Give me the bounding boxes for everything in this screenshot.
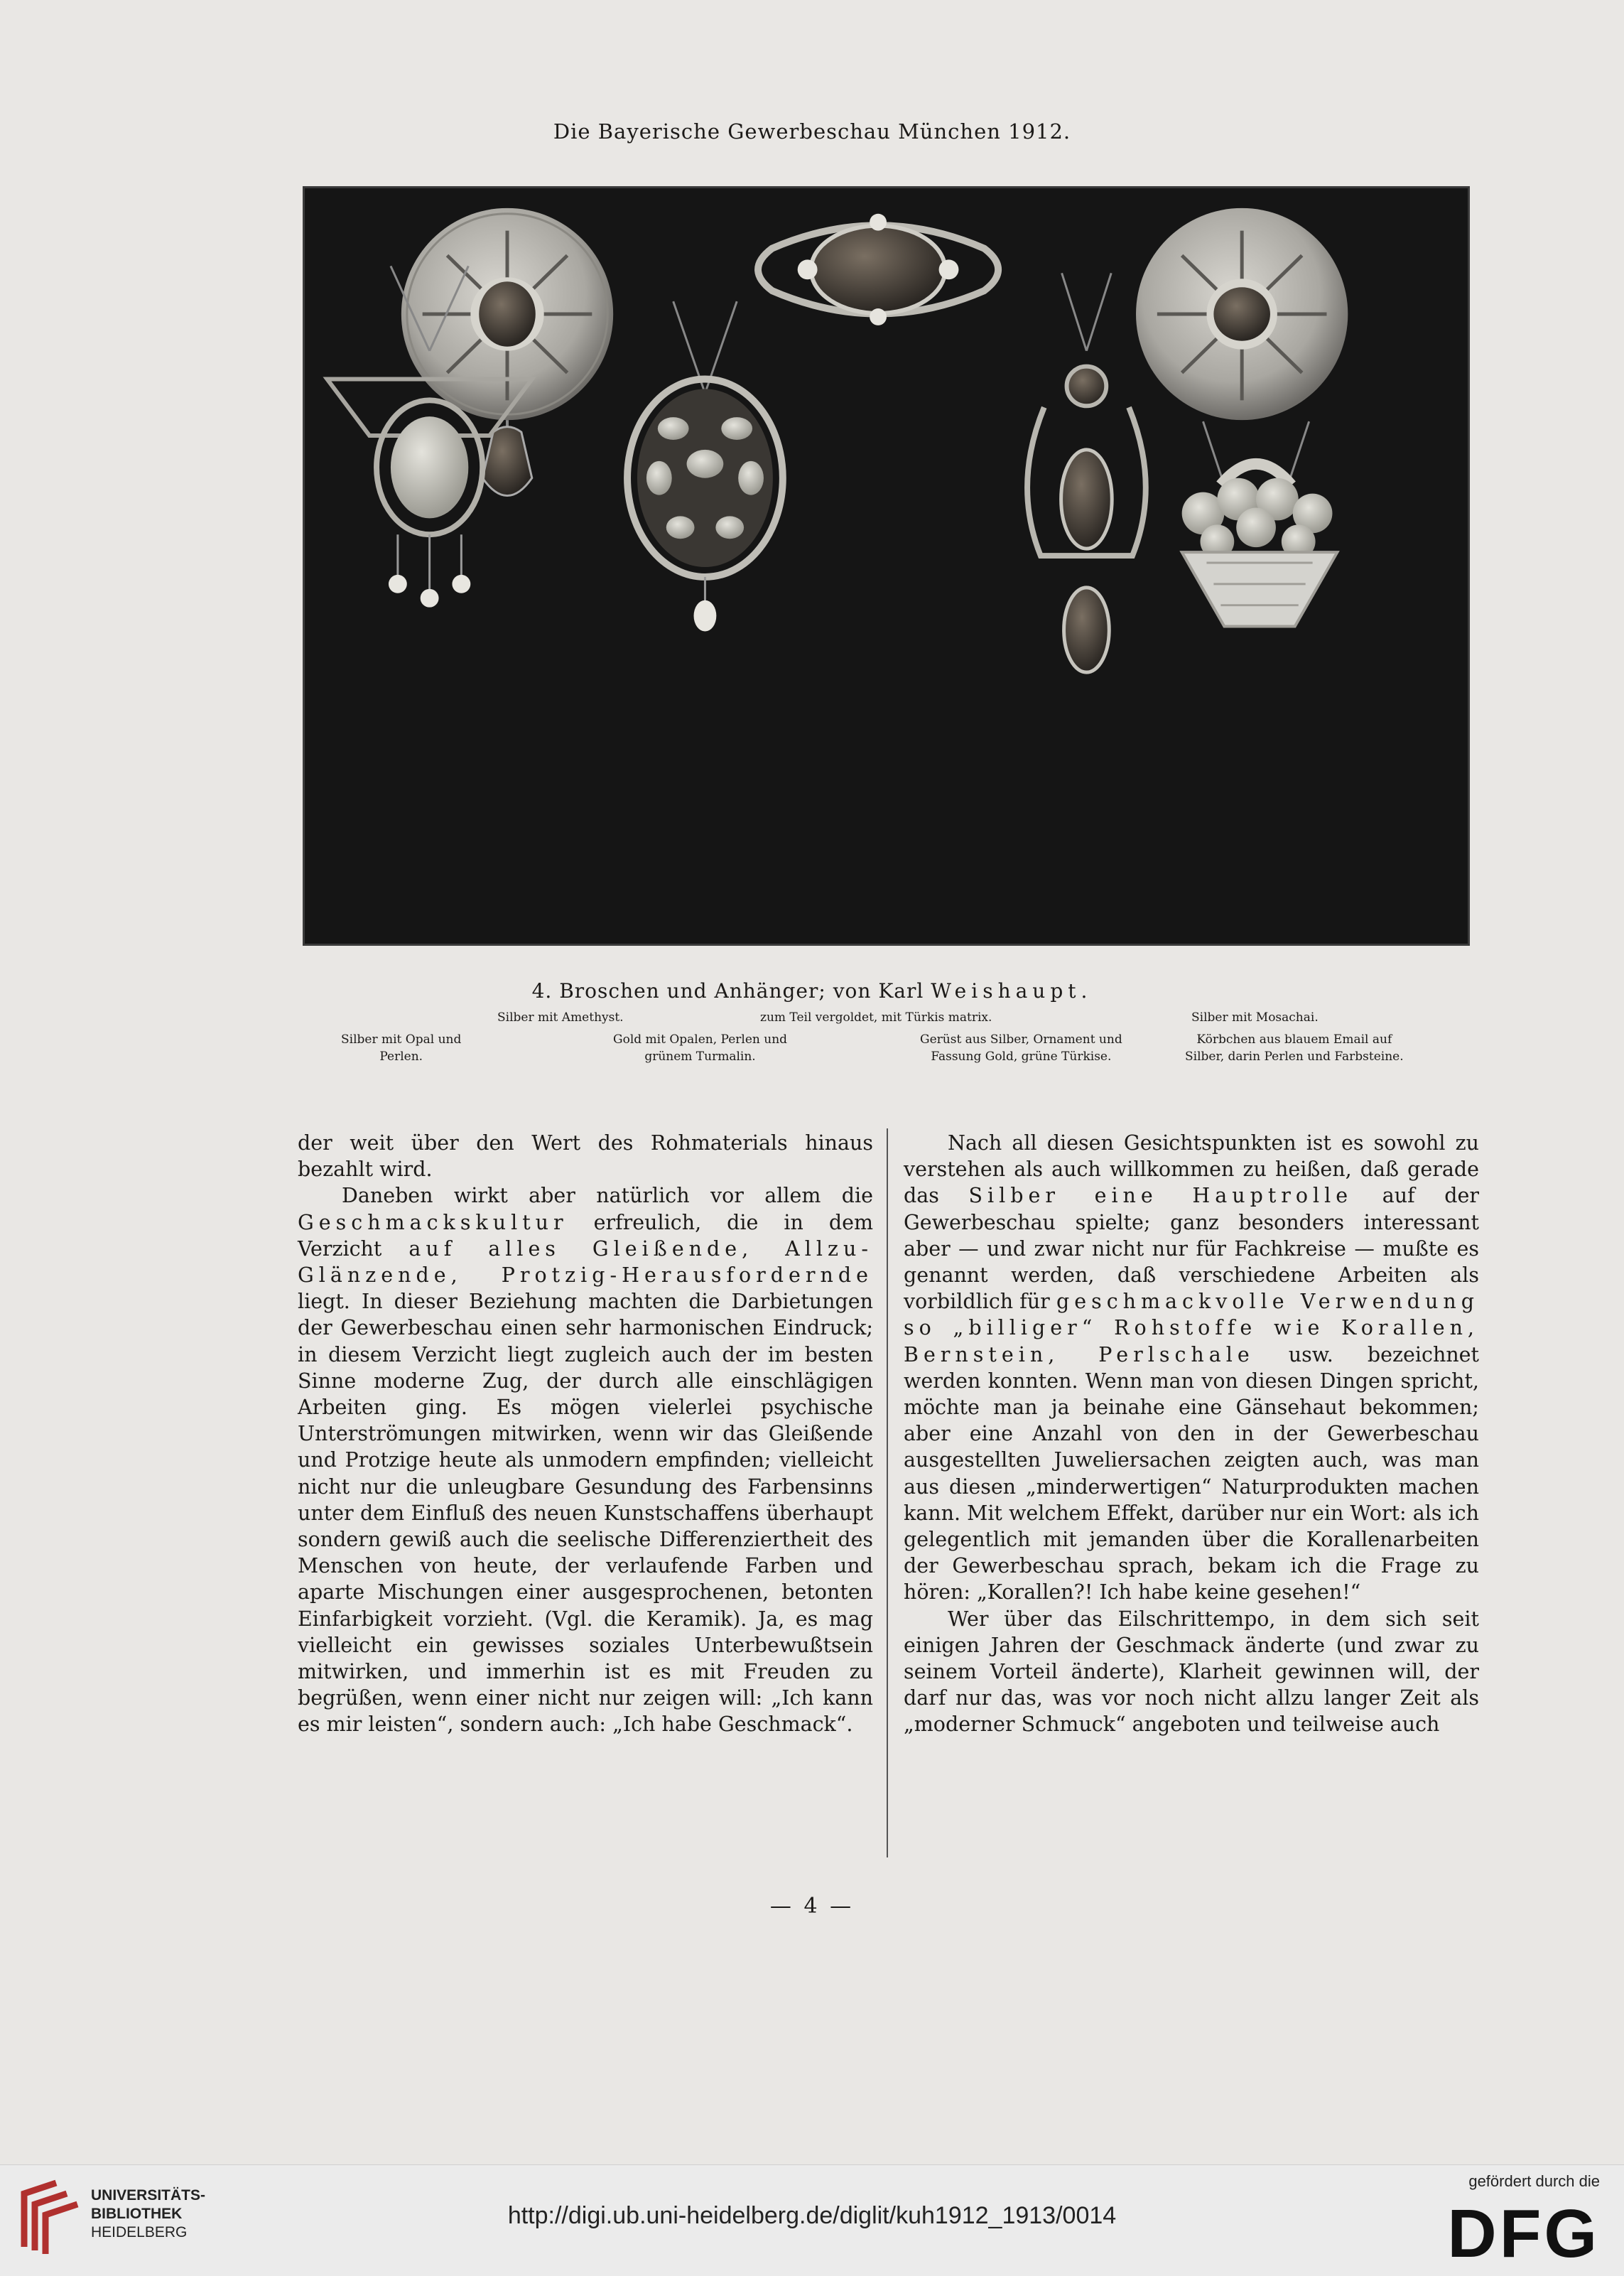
caption-turquoise-matrix: zum Teil vergoldet, mit Türkis matrix. bbox=[760, 1010, 992, 1025]
library-name-line: UNIVERSITÄTS- bbox=[91, 2187, 206, 2204]
caption-line: Gerüst aus Silber, Ornament und bbox=[920, 1032, 1122, 1047]
pendant-opals-tourmaline bbox=[627, 301, 783, 631]
caption-line: Fassung Gold, grüne Türkise. bbox=[931, 1050, 1112, 1064]
text-run: Daneben wirkt aber natürlich vor allem die bbox=[342, 1184, 873, 1208]
basket-pendant-enamel bbox=[1182, 421, 1338, 626]
caption-basket-pendant bbox=[1185, 1031, 1404, 1065]
caption-line: Silber mit Opal und bbox=[341, 1032, 462, 1047]
caption-tall-pendant bbox=[920, 1031, 1122, 1065]
caption-oval-pendant bbox=[613, 1031, 787, 1065]
text-column-right bbox=[904, 1130, 1479, 1869]
text-run: Nach all diesen Gesichtspunkten ist es sowohl zu verstehen als auch willkommen zu heißen, daß gerade das bbox=[904, 1131, 1479, 1208]
pendant-turquoise-gold bbox=[1027, 273, 1146, 672]
caption-line: Körbchen aus blauem Email auf bbox=[1196, 1032, 1392, 1047]
text-run: auf der Gewerbeschau spielte; ganz besonders interessant aber — und zwar nicht nur für Fachkreise — mußte es genannt werden, daß verschiedene Arbeiten als vorbildlich für bbox=[904, 1184, 1479, 1314]
emphasis-spaced: Silber eine Hauptrolle bbox=[968, 1184, 1353, 1208]
column-divider bbox=[887, 1128, 888, 1857]
oval-brooch-turquoise-matrix bbox=[758, 214, 998, 325]
caption-line: Gold mit Opalen, Perlen und bbox=[613, 1032, 788, 1047]
figure-title-prefix: 4. Broschen und Anhänger; von Karl bbox=[531, 979, 924, 1003]
text-run: erfreulich, die in dem Verzicht bbox=[298, 1210, 873, 1261]
running-header: Die Bayerische Gewerbeschau München 1912. bbox=[553, 119, 1071, 144]
text-run: usw. bezeichnet werden konnten. Wenn man von diesen Dingen spricht, möchte man ja beinahe eine Gänsehaut bekommen; aber eine Anzahl von den in der Gewerbeschau ausgestellten Juweliersachen zeigten auch, was man aus diesen „minderwertigen“ Naturprodukten machen kann. Mit welchem Effekt, darüber nur ein Wort: als ich gelegentlich mit jemanden über die Korallenarbeiten der Gewerbeschau sprach, bekam ich die Frage zu hören: „Korallen?! Ich habe keine gesehen!“ bbox=[904, 1342, 1479, 1604]
dfg-logo: DFG bbox=[1447, 2196, 1600, 2272]
library-name-line: HEIDELBERG bbox=[91, 2224, 188, 2240]
page-number: — 4 — bbox=[769, 1894, 855, 1919]
emphasis-spaced: auf alles Gleißende, Allzu-Glänzende, Protzig-Herausfordernde bbox=[298, 1236, 873, 1288]
figure-title-name: Weishaupt. bbox=[931, 979, 1093, 1003]
jewelry-photograph bbox=[303, 186, 1470, 946]
caption-line: Perlen. bbox=[379, 1050, 423, 1064]
emphasis-spaced: Geschmackskultur bbox=[298, 1210, 568, 1234]
library-name-line: BIBLIOTHEK bbox=[91, 2206, 183, 2222]
round-brooch-moss-agate bbox=[1136, 208, 1348, 420]
caption-opal-pendant bbox=[341, 1031, 461, 1065]
paragraph: der weit über den Wert des Rohmaterials hinaus bezahlt wird. bbox=[298, 1131, 873, 1182]
text-run: liegt. In dieser Beziehung machten die Darbietungen der Gewerbeschau einen sehr harmonischen Eindruck; in diesem Verzicht liegt zugleich auch der im besten Sinne moderne Zug, der durch alle einschlägigen Arbeiten ging. Es mögen vielerlei psychische Unterströmungen mitwirken, wenn wir das Gleißende und Protzige heute als unmodern empfinden; vielleicht nicht nur die unleugbare Gesundung des Farbensinns unter dem Einfluß des neuen Kunstschaffens überhaupt sondern gewiß auch die seelische Differenziertheit des Menschen von heute, der verlaufende Farben und aparte Mischungen einer ausgesprochenen, betonten Einfarbigkeit vorzieht. (Vgl. die Keramik). Ja, es mag vielleicht ein gewisses soziales Unterbewußtsein mitwirken, und immerhin ist es mit Freuden zu begrüßen, wenn einer nicht nur zeigen will: „Ich kann es mir leisten“, sondern auch: „Ich habe Geschmack“. bbox=[298, 1290, 873, 1737]
caption-amethyst: Silber mit Amethyst. bbox=[497, 1010, 624, 1025]
caption-moss-agate: Silber mit Mosachai. bbox=[1191, 1010, 1319, 1025]
paragraph: Wer über das Eilschrittempo, in dem sich seit einigen Jahren der Geschmack änderte (und zwar zu seinem Vorteil änderte), Klarheit gewinnen will, der darf nur das, was vor noch nicht allzu langer Zeit als „moderner Schmuck“ angeboten und teilweise auch bbox=[904, 1607, 1479, 1737]
caption-line: grünem Turmalin. bbox=[644, 1050, 756, 1064]
paragraph bbox=[904, 1130, 1479, 1606]
caption-line: Silber, darin Perlen und Farbsteine. bbox=[1185, 1050, 1404, 1064]
text-column-left bbox=[298, 1130, 873, 1869]
figure-title bbox=[0, 979, 1624, 1003]
digitization-footer bbox=[0, 2164, 1624, 2276]
funding-label: gefördert durch die bbox=[1468, 2172, 1600, 2190]
paragraph bbox=[298, 1182, 873, 1737]
permalink-url[interactable]: http://digi.ub.uni-heidelberg.de/diglit/kuh1912_1913/0014 bbox=[507, 2202, 1117, 2229]
emphasis-spaced: geschmackvolle Verwendung so „billiger“ Rohstoffe wie Korallen, Bernstein, Perlschale bbox=[904, 1290, 1480, 1366]
